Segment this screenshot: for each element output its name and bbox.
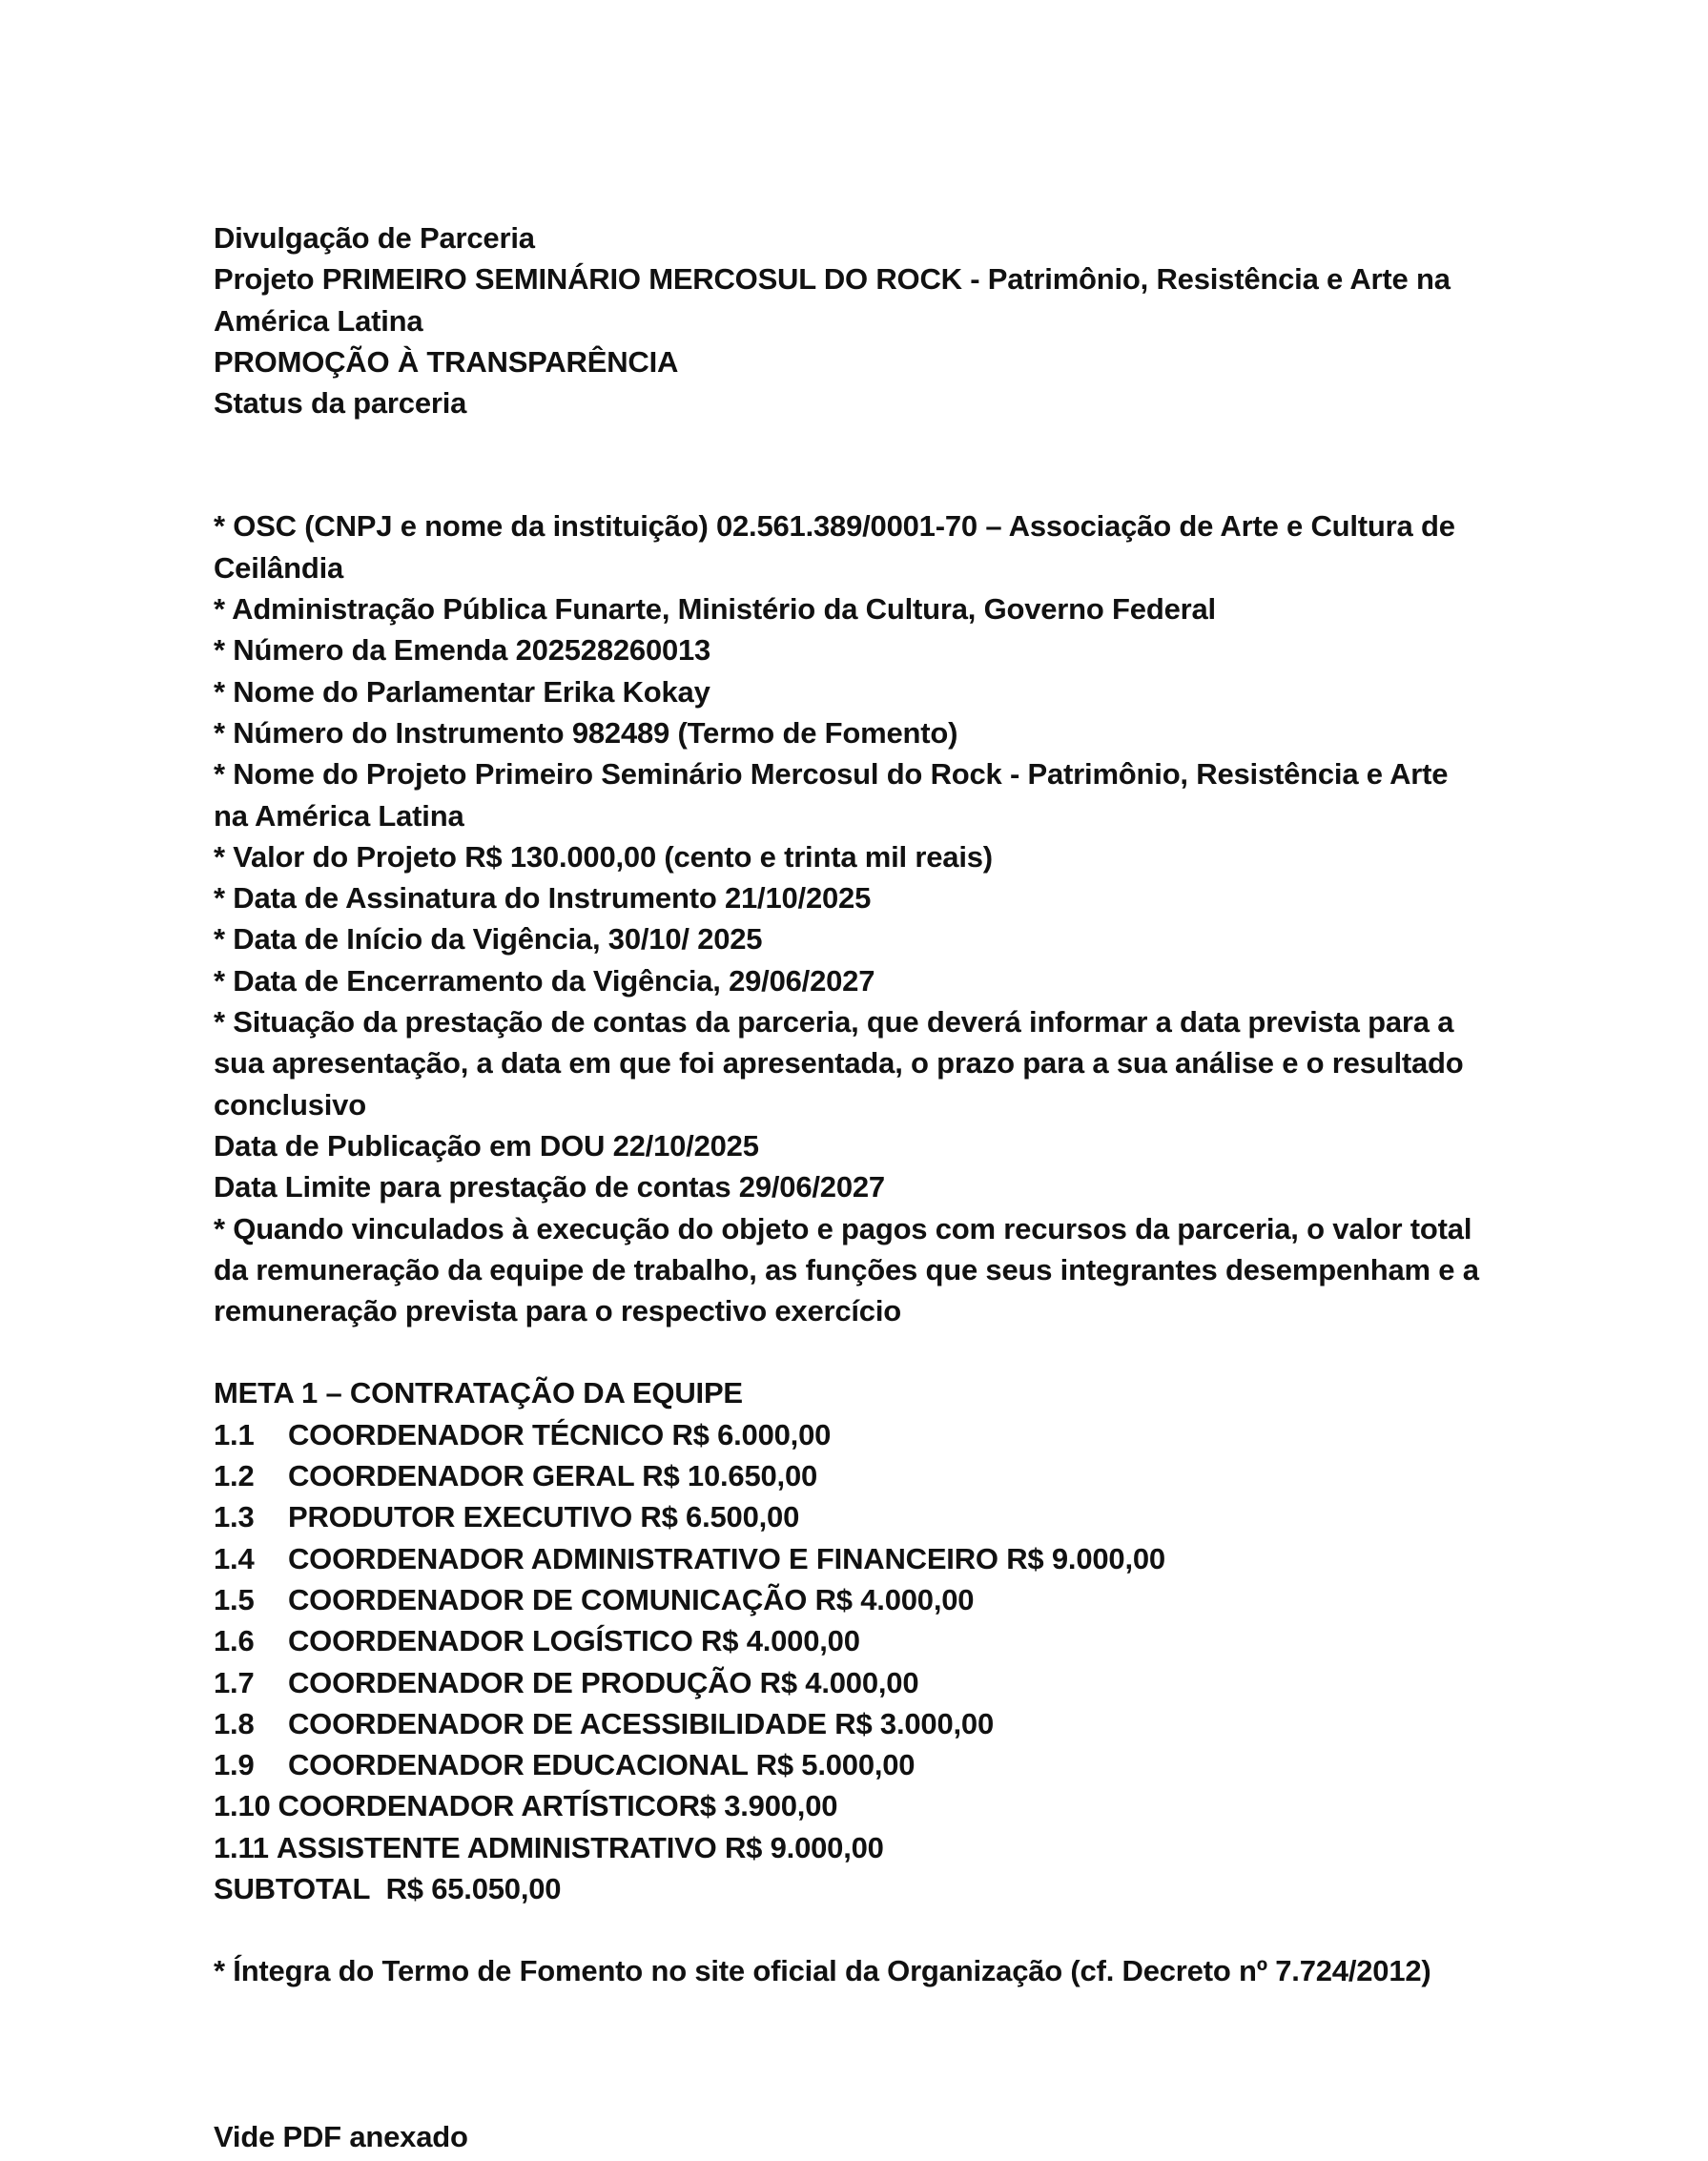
detail-line: * Valor do Projeto R$ 130.000,00 (cento e trinta mil reais) — [214, 839, 993, 874]
meta-item — [214, 1744, 1587, 1785]
meta-item-text: COORDENADOR DE ACESSIBILIDADE R$ 3.000,00 — [288, 1706, 994, 1740]
meta-item-number: 1.8 — [214, 1706, 255, 1740]
detail-line: * OSC (CNPJ e nome da instituição) 02.561.389/0001-70 – Associação de Arte e Cultura de — [214, 509, 1455, 544]
document-title: Divulgação de Parceria — [214, 221, 535, 255]
meta-item — [214, 1662, 1587, 1703]
detail-line: da remuneração da equipe de trabalho, as funções que seus integrantes desempenham e a — [214, 1252, 1479, 1286]
detail-line: na América Latina — [214, 798, 464, 833]
detail-line: remuneração prevista para o respectivo exercício — [214, 1294, 901, 1328]
project-name-line-1: Projeto PRIMEIRO SEMINÁRIO MERCOSUL DO ROCK - Patrimônio, Resistência e Arte na — [214, 262, 1451, 297]
meta-item-text: PRODUTOR EXECUTIVO R$ 6.500,00 — [288, 1500, 800, 1534]
meta-item — [214, 1538, 1587, 1579]
status-heading: Status da parceria — [214, 386, 467, 421]
meta-item — [214, 1785, 1587, 1826]
meta-item-text: COORDENADOR GERAL R$ 10.650,00 — [288, 1459, 818, 1493]
meta-item — [214, 1579, 1587, 1620]
spacer — [214, 1331, 1587, 1372]
meta-subtotal: SUBTOTAL R$ 65.050,00 — [214, 1871, 562, 1905]
meta-item-number: 1.5 — [214, 1582, 255, 1616]
meta-item-number: 1.7 — [214, 1665, 255, 1699]
integra-note: * Íntegra do Termo de Fomento no site oficial da Organização (cf. Decreto nº 7.724/2012) — [214, 1954, 1431, 1988]
meta-item — [214, 1703, 1587, 1744]
meta-item — [214, 1620, 1587, 1661]
section-heading: PROMOÇÃO À TRANSPARÊNCIA — [214, 344, 679, 379]
meta-item-number: 1.3 — [214, 1500, 255, 1534]
spacer — [214, 423, 1587, 505]
meta-item-number: 1.10 — [214, 1789, 271, 1823]
document-page — [214, 217, 1587, 2157]
meta-item-text: COORDENADOR DE COMUNICAÇÃO R$ 4.000,00 — [288, 1582, 975, 1616]
meta-item — [214, 1496, 1587, 1537]
meta-item — [214, 1827, 1587, 1868]
meta-item-text: COORDENADOR DE PRODUÇÃO R$ 4.000,00 — [288, 1665, 919, 1699]
meta-item-text: COORDENADOR ARTÍSTICOR$ 3.900,00 — [278, 1789, 838, 1823]
detail-line: * Data de Início da Vigência, 30/10/ 2025 — [214, 922, 763, 957]
detail-line: * Data de Assinatura do Instrumento 21/10/2025 — [214, 881, 872, 916]
detail-line: Data de Publicação em DOU 22/10/2025 — [214, 1128, 759, 1163]
meta-title: META 1 – CONTRATAÇÃO DA EQUIPE — [214, 1376, 743, 1410]
meta-item-text: COORDENADOR EDUCACIONAL R$ 5.000,00 — [288, 1748, 916, 1782]
meta-item-text: COORDENADOR ADMINISTRATIVO E FINANCEIRO R$ 9.000,00 — [288, 1541, 1165, 1575]
detail-line: * Nome do Projeto Primeiro Seminário Mercosul do Rock - Patrimônio, Resistência e Arte — [214, 757, 1449, 792]
detail-line: * Número do Instrumento 982489 (Termo de Fomento) — [214, 715, 958, 750]
detail-line: Ceilândia — [214, 550, 344, 585]
meta-item — [214, 1455, 1587, 1496]
detail-line: * Nome do Parlamentar Erika Kokay — [214, 674, 710, 709]
meta-item-number: 1.11 — [214, 1830, 269, 1864]
meta-item-number: 1.2 — [214, 1459, 255, 1493]
detail-line: * Situação da prestação de contas da parceria, que deverá informar a data prevista para a — [214, 1005, 1454, 1039]
meta-section — [214, 1372, 1587, 1909]
attachment-note: Vide PDF anexado — [214, 2119, 468, 2153]
partnership-details — [214, 505, 1587, 1331]
detail-line: * Número da Emenda 202528260013 — [214, 633, 711, 668]
meta-item-text: COORDENADOR TÉCNICO R$ 6.000,00 — [288, 1417, 832, 1451]
spacer — [214, 1992, 1587, 2116]
detail-line: * Data de Encerramento da Vigência, 29/06/2027 — [214, 963, 875, 998]
document-header — [214, 217, 1587, 423]
project-name-line-2: América Latina — [214, 303, 423, 338]
meta-item-number: 1.6 — [214, 1624, 255, 1658]
detail-line: conclusivo — [214, 1087, 366, 1122]
meta-item-text: ASSISTENTE ADMINISTRATIVO R$ 9.000,00 — [276, 1830, 884, 1864]
meta-item-text: COORDENADOR LOGÍSTICO R$ 4.000,00 — [288, 1624, 860, 1658]
detail-line: * Administração Pública Funarte, Ministério da Cultura, Governo Federal — [214, 592, 1216, 627]
detail-line: Data Limite para prestação de contas 29/06/2027 — [214, 1170, 885, 1204]
meta-item-number: 1.1 — [214, 1417, 255, 1451]
meta-item — [214, 1414, 1587, 1455]
detail-line: sua apresentação, a data em que foi apresentada, o prazo para a sua análise e o resultado — [214, 1046, 1464, 1080]
detail-line: * Quando vinculados à execução do objeto e pagos com recursos da parceria, o valor total — [214, 1211, 1472, 1245]
meta-item-number: 1.9 — [214, 1748, 255, 1782]
spacer — [214, 1909, 1587, 1950]
meta-item-number: 1.4 — [214, 1541, 255, 1575]
